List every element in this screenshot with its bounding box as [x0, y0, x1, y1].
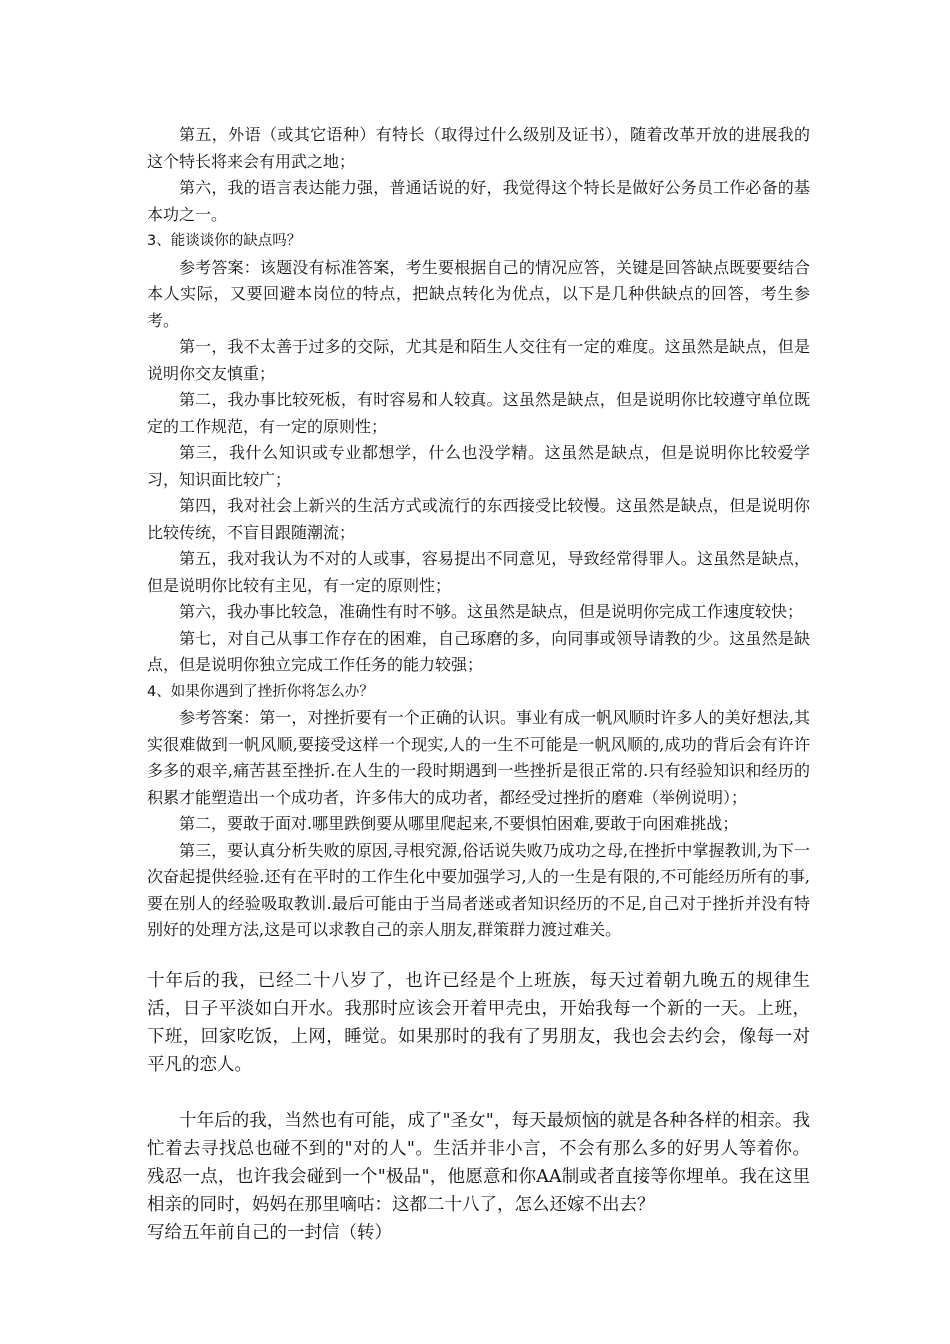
essay-paragraph-2: 十年后的我，当然也有可能，成了"圣女"，每天最烦恼的就是各种各样的相亲。我忙着去寻找总也碰不到的"对的人"。生活并非小言，不会有那么多的好男人等着你。残忍一点，也许我会碰到一个"极品"，他愿意和你AA制或者直接等你埋单。我在这里相亲的同时，妈妈在那里嘀咕：这都二十八了，怎么还嫁不出去？	[147, 1111, 810, 1215]
paragraph: 第四，我对社会上新兴的生活方式或流行的东西接受比较慢。这虽然是缺点，但是说明你比较传统，不盲目跟随潮流；	[147, 496, 810, 542]
paragraph-gap	[147, 1079, 810, 1107]
question-heading: 4、如果你遇到了挫折你将怎么办？	[147, 683, 374, 700]
paragraph: 第六，我办事比较急，准确性有时不够。这虽然是缺点，但是说明你完成工作速度较快；	[179, 602, 804, 621]
paragraph: 第六，我的语言表达能力强，普通话说的好，我觉得这个特长是做好公务员工作必备的基本功之一。	[147, 178, 810, 224]
question-heading: 3、能谈谈你的缺点吗？	[147, 233, 302, 249]
paragraph: 第一，我不太善于过多的交际，尤其是和陌生人交往有一定的难度。这虽然是缺点，但是说明你交友慎重；	[147, 337, 810, 383]
qa-section	[147, 122, 810, 944]
paragraph: 第七，对自己从事工作存在的困难，自己琢磨的多，向同事或领导请教的少。这虽然是缺点，但是说明你独立完成工作任务的能力较强；	[147, 628, 810, 674]
paragraph: 第五，我对我认为不对的人或事，容易提出不同意见，导致经常得罪人。这虽然是缺点，但是说明你比较有主见，有一定的原则性；	[147, 549, 810, 595]
paragraph: 第三，要认真分析失败的原因,寻根究源,俗话说失败乃成功之母,在挫折中掌握教训,为下一次奋起提供经验.还有在平时的工作生化中要加强学习,人的一生是有限的,不可能经历所有的事,要在别人的经验吸取教训.最后可能由于当局者迷或者知识经历的不足,自己对于挫折并没有特别好的处理方法,这是可以求教自己的亲人朋友,群策群力渡过难关。	[147, 840, 810, 939]
paragraph: 参考答案：该题没有标准答案，考生要根据自己的情况应答，关键是回答缺点既要要结合本人实际，又要回避本岗位的特点，把缺点转化为优点，以下是几种供缺点的回答，考生参考。	[147, 257, 810, 330]
paragraph: 第二，我办事比较死板，有时容易和人较真。这虽然是缺点，但是说明你比较遵守单位既定的工作规范，有一定的原则性；	[147, 390, 810, 436]
essay-section	[147, 967, 810, 1247]
paragraph: 第三，我什么知识或专业都想学，什么也没学精。这虽然是缺点，但是说明你比较爱学习，知识面比较广；	[147, 443, 810, 489]
paragraph: 第二，要敢于面对.哪里跌倒要从哪里爬起来,不要惧怕困难,要敢于向困难挑战；	[179, 814, 739, 833]
paragraph: 第五，外语（或其它语种）有特长（取得过什么级别及证书），随着改革开放的进展我的这个特长将来会有用武之地；	[147, 125, 810, 171]
essay-paragraph-1: 十年后的我，已经二十八岁了，也许已经是个上班族，每天过着朝九晚五的规律生活，日子平淡如白开水。我那时应该会开着甲壳虫，开始我每一个新的一天。上班，下班，回家吃饭，上网，睡觉。如果那时的我有了男朋友，我也会去约会，像每一对平凡的恋人。	[147, 971, 810, 1075]
essay-title-line: 写给五年前自己的一封信（转）	[147, 1223, 392, 1243]
paragraph: 参考答案：第一，对挫折要有一个正确的认识。事业有成一帆风顺时许多人的美好想法,其实很难做到一帆风顺,要接受这样一个现实,人的一生不可能是一帆风顺的,成功的背后会有许许多多的艰辛,痛苦甚至挫折.在人生的一段时期遇到一些挫折是很正常的.只有经验知识和经历的积累才能塑造出一个成功者，许多伟大的成功者，都经受过挫折的磨难（举例说明）；	[147, 708, 810, 807]
